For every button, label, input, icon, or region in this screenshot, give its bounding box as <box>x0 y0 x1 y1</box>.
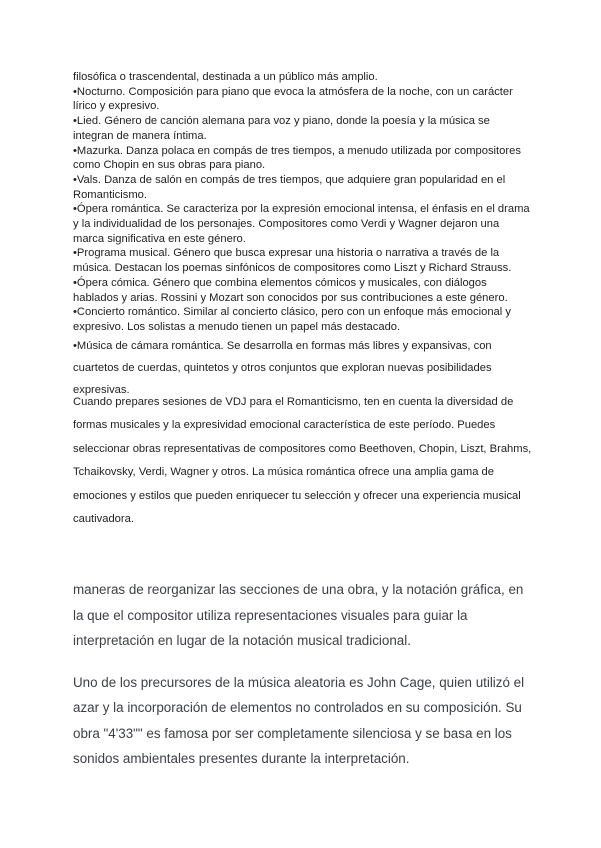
list-item-opera-romantica: •Ópera romántica. Se caracteriza por la expresión emocional intensa, el énfasis en el drama y la individualidad de los personajes. Compositores como Verdi y Wagner dejaron una marca significativa en este género. <box>73 203 530 245</box>
list-item-mazurka: •Mazurka. Danza polaca en compás de tres tiempos, a menudo utilizada por compositores como Chopin en sus obras para piano. <box>73 144 521 172</box>
list-item-nocturno: •Nocturno. Composición para piano que evoca la atmósfera de la noche, con un carácter lírico y expresivo. <box>73 85 513 113</box>
list-item-opera-comica: •Ópera cómica. Género que combina elementos cómicos y musicales, con diálogos hablados y arias. Rossini y Mozart son conocidos por sus contribuciones a este género. <box>73 276 508 304</box>
list-item-musica-camara: •Música de cámara romántica. Se desarrolla en formas más libres y expansivas, con cuartetos de cuerdas, quintetos y otros conjuntos que exploran nuevas posibilidades expresivas. <box>73 339 492 396</box>
vdj-section <box>73 391 533 531</box>
list-item-programa-musical: •Programa musical. Género que busca expresar una historia o narrativa a través de la música. Destacan los poemas sinfónicos de compositores como Liszt y Richard Strauss. <box>73 247 512 275</box>
genre-list <box>73 70 533 401</box>
aleatoric-section <box>73 577 533 772</box>
list-item-vals: •Vals. Danza de salón en compás de tres tiempos, que adquiere gran popularidad en el Romanticismo. <box>73 173 506 201</box>
text-line: filosófica o trascendental, destinada a un público más amplio. <box>73 71 378 83</box>
vdj-paragraph: Cuando prepares sesiones de VDJ para el Romanticismo, ten en cuenta la diversidad de formas musicales y la expresividad emocional característica de este período. Puedes seleccionar obras representativas de compositores como Beethoven, Chopin, Liszt, Brahms, Tchaikovsky, Verdi, Wagner y otros. La música romántica ofrece una amplia gama de emociones y estilos que pueden enriquecer tu selección y ofrecer una experiencia musical cautivadora. <box>73 396 532 526</box>
list-item-concierto-romantico: •Concierto romántico. Similar al concierto clásico, pero con un enfoque más emocional y expresivo. Los solistas a menudo tienen un papel más destacado. <box>73 306 511 333</box>
aleatoric-paragraph-2: Uno de los precursores de la música aleatoria es John Cage, quien utilizó el azar y la incorporación de elementos no controlados en su composición. Su obra "4'33"" es famosa por ser completamente silenciosa y se basa en los sonidos ambientales presentes durante la interpretación. <box>73 674 525 766</box>
aleatoric-paragraph-1: maneras de reorganizar las secciones de una obra, y la notación gráfica, en la que el compositor utiliza representaciones visuales para guiar la interpretación en lugar de la notación musical tradicional. <box>73 582 524 648</box>
list-item-lied: •Lied. Género de canción alemana para voz y piano, donde la poesía y la música se integran de manera íntima. <box>73 115 490 142</box>
